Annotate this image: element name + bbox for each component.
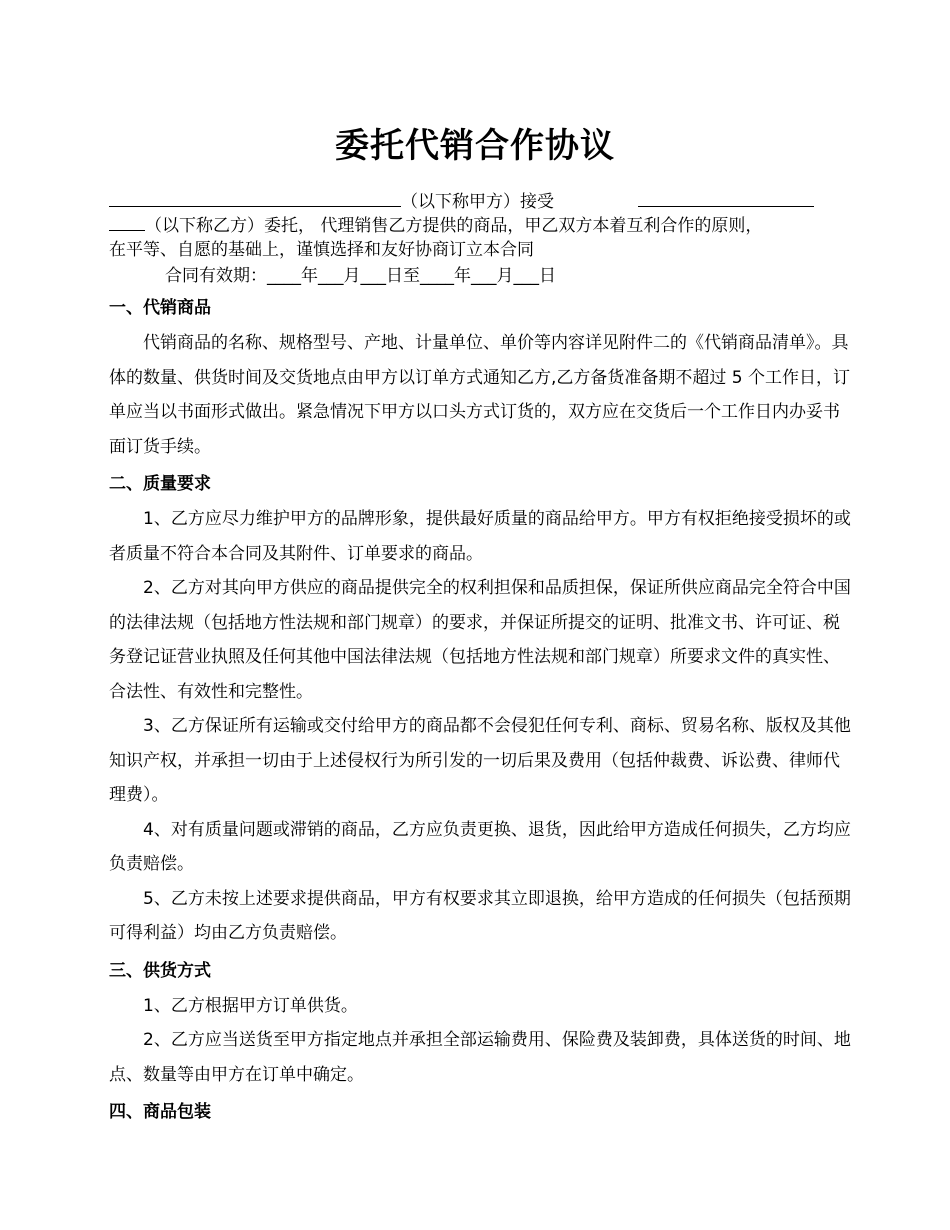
intro-principle-line: 在平等、自愿的基础上，谨慎选择和友好协商订立本合同	[109, 240, 534, 260]
section-heading: 四、商品包装	[109, 1102, 211, 1122]
party-b-blank-continued[interactable]	[109, 214, 145, 231]
section-paragraph: 3、乙方保证所有运输或交付给甲方的商品都不会侵犯任何专利、商标、贸易名称、版权及其他知识产权，并承担一切由于上述侵权行为所引发的一切后果及费用（包括仲裁费、诉讼费、律师代理费）。	[109, 716, 851, 805]
validity-line: 合同有效期：____年___月___日至____年___月___日	[165, 266, 556, 286]
section-heading: 二、质量要求	[109, 474, 211, 494]
section-paragraph: 2、乙方应当送货至甲方指定地点并承担全部运输费用、保险费及装卸费，具体送货的时间、地点、数量等由甲方在订单中确定。	[109, 1030, 851, 1085]
party-a-suffix: （以下称甲方）接受	[401, 192, 554, 212]
section-paragraph: 1、乙方应尽力维护甲方的品牌形象，提供最好质量的商品给甲方。甲方有权拒绝接受损坏的或者质量不符合本合同及其附件、订单要求的商品。	[109, 509, 851, 564]
section-paragraph: 2、乙方对其向甲方供应的商品提供完全的权利担保和品质担保，保证所供应商品完全符合中国的法律法规（包括地方性法规和部门规章）的要求，并保证所提交的证明、批准文书、许可证、税务登记证营业执照及任何其他中国法律法规（包括地方性法规和部门规章）所要求文件的真实性、合法性、有效性和完整性。	[109, 578, 851, 702]
section-paragraph: 4、对有质量问题或滞销的商品，乙方应负责更换、退货，因此给甲方造成任何损失，乙方均应负责赔偿。	[109, 819, 851, 874]
section-paragraph: 代销商品的名称、规格型号、产地、计量单位、单价等内容详见附件二的《代销商品清单》。具体的数量、供货时间及交货地点由甲方以订单方式通知乙方,乙方备货准备期不超过 5 个工作日，订单应当以书面形式做出。紧急情况下甲方以口头方式订货的，双方应在交货后一个工作日内办妥书面订货手续。	[109, 333, 851, 457]
section-paragraph: 5、乙方未按上述要求提供商品，甲方有权要求其立即退换，给甲方造成的任何损失（包括预期可得利益）均由乙方负责赔偿。	[109, 888, 851, 943]
section-heading: 一、代销商品	[109, 298, 211, 318]
section-paragraph: 1、乙方根据甲方订单供货。	[143, 995, 358, 1016]
intro-party-a-line	[109, 190, 851, 214]
party-a-blank[interactable]	[109, 190, 401, 207]
party-b-suffix: （以下称乙方）委托， 代理销售乙方提供的商品，甲乙双方本着互利合作的原则，	[145, 216, 763, 236]
intro-party-b-line	[109, 214, 851, 238]
document-title: 委托代销合作协议	[335, 126, 615, 166]
section-heading: 三、供货方式	[109, 960, 211, 981]
document-body	[109, 190, 851, 1130]
party-b-blank[interactable]	[638, 190, 814, 207]
